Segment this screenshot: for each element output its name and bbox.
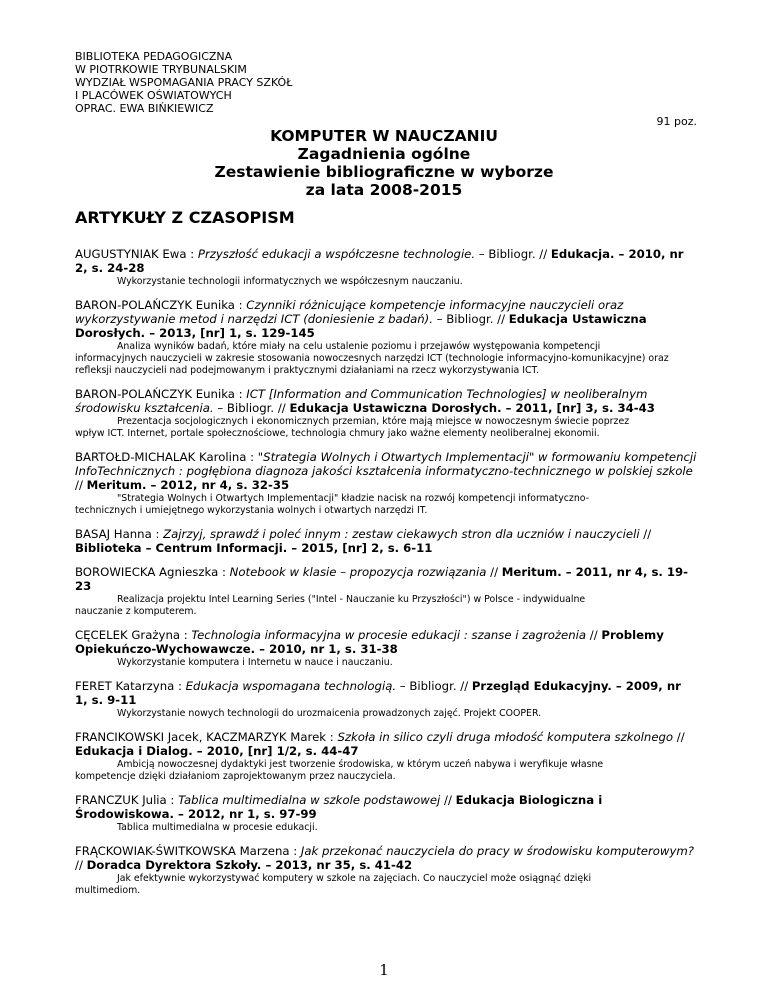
annotation-first-line: Ambicją nowoczesnej dydaktyki jest tworzenie środowiska, w którym uczeń nabywa i weryfikuje własne [117,759,604,770]
citation-source: Edukacja Ustawiczna Dorosłych. – 2011, [nr] 3, s. 34-43 [289,401,655,415]
citation-author: FRĄCKOWIAK-ŚWITKOWSKA Marzena : [75,844,301,858]
citation-mid: // [639,527,652,541]
citation-mid: – Bibliogr. // [475,247,551,261]
header-line: WYDZIAŁ WSPOMAGANIA PRACY SZKÓŁ [75,76,293,89]
subtitle: za lata 2008-2015 [305,181,463,199]
main-title: KOMPUTER W NAUCZANIU [270,127,498,145]
citation [75,565,697,593]
page-number: 1 [379,961,389,979]
citation-mid: // [673,730,685,744]
citation-source: Meritum. – 2012, nr 4, s. 32-35 [86,478,290,492]
citation [75,679,697,707]
annotation [75,594,697,618]
annotation [75,708,697,720]
annotation-continuation: nauczanie z komputerem. [75,606,197,617]
citation-author: CĘCELEK Grażyna : [75,628,192,642]
citation [75,298,697,340]
citation-source: Edukacja Ustawiczna Dorosłych. – 2013, [nr] 1, s. 129-145 [75,312,647,340]
library-header [75,50,292,115]
bibliography-entry [75,247,697,288]
citation-title: Edukacja wspomagana technologią. [185,679,397,693]
citation-author: BARON-POLAŃCZYK Eunika : [75,298,247,312]
citation [75,527,697,555]
citation-author: FRANCZUK Julia : [75,793,179,807]
annotation-first-line: Analiza wyników badań, które miały na celu ustalenie poziomu i przejawów występowania kompetencji [117,341,601,352]
bibliography-entry [75,628,697,669]
item-count: 91 poz. [656,115,697,128]
citation-author: AUGUSTYNIAK Ewa : [75,247,198,261]
bibliography-entry [75,527,697,555]
annotation [75,493,697,517]
subtitle: Zagadnienia ogólne [297,145,471,163]
citation-source: Edukacja i Dialog. – 2010, [nr] 1/2, s. 44-47 [75,744,359,758]
bibliography-entry [75,844,697,897]
citation-title: ICT [Information and Communication Technologies] w neoliberalnym środowisku kształcenia. [75,387,648,415]
annotation-continuation: wpływ ICT. Internet, portale społecznościowe, technologia chmury jako ważne elementy neoliberalnej ekonomii. [75,428,600,439]
citation-source: Edukacja Biologiczna i Środowiskowa. – 2012, nr 1, s. 97-99 [75,793,603,821]
annotation [75,873,697,897]
section-heading: ARTYKUŁY Z CZASOPISM [75,208,295,227]
annotation [75,416,697,440]
header-line: I PLACÓWEK OŚWIATOWYCH [75,89,232,102]
citation-author: BARTOŁD-MICHALAK Karolina : [75,450,258,464]
subtitle: Zestawienie bibliograficzne w wyborze [214,163,554,181]
citation-author: FERET Katarzyna : [75,679,186,693]
citation-mid: // [486,565,502,579]
citation-title: Jak przekonać nauczyciela do pracy w środowisku komputerowym? [300,844,694,858]
citation-mid: // [586,628,602,642]
citation-mid: – Bibliogr. // [396,679,472,693]
annotation [75,822,697,834]
citation-author: BARON-POLAŃCZYK Eunika : [75,387,247,401]
citation-source: Przegląd Edukacyjny. – 2009, nr 1, s. 9-11 [75,679,681,707]
annotation-first-line: Prezentacja socjologicznych i ekonomicznych przemian, które mają miejsce w nowoczesnym świecie poprzez [117,416,630,427]
citation-title: Szkoła in silico czyli druga młodość komputera szkolnego [337,730,674,744]
annotation-first-line: Realizacja projektu Intel Learning Series ("Intel - Nauczanie ku Przyszłości") w Polsce - indywidualne [117,594,586,605]
annotation-first-line: Wykorzystanie technologii informatycznych we współczesnym nauczaniu. [117,276,463,287]
citation-mid: – Bibliogr. // [213,401,290,415]
citation-author: BOROWIECKA Agnieszka : [75,565,230,579]
citation [75,793,697,821]
citation [75,628,697,656]
annotation [75,341,697,377]
bibliography-entry [75,793,697,834]
bibliography-entry [75,450,697,517]
citation-mid: // [75,478,87,492]
citation-author: BASAJ Hanna : [75,527,164,541]
annotation [75,759,697,783]
citation-source: Doradca Dyrektora Szkoły. – 2013, nr 35, s. 41-42 [86,858,413,872]
citation-title: Zajrzyj, sprawdź i poleć innym : zestaw ciekawych stron dla uczniów i nauczycieli [163,527,640,541]
citation-source: Edukacja. – 2010, nr 2, s. 24-28 [75,247,684,275]
bibliography-entry [75,387,697,440]
bibliography-list [75,247,697,907]
citation-author: FRANCIKOWSKI Jacek, KACZMARZYK Marek : [75,730,338,744]
citation [75,730,697,758]
citation-source: Meritum. – 2011, nr 4, s. 19-23 [75,565,689,593]
annotation-first-line: Wykorzystanie nowych technologii do urozmaicenia prowadzonych zajęć. Projekt COOPER. [117,708,542,719]
annotation-first-line: Tablica multimedialna w procesie edukacji. [117,822,318,833]
annotation [75,657,697,669]
annotation-first-line: "Strategia Wolnych i Otwartych Implementacji" kładzie nacisk na rozwój kompetencji informatyczno- [117,493,590,504]
annotation-continuation: multimediom. [75,885,141,896]
citation-title: Tablica multimedialna w szkole podstawowej [178,793,441,807]
citation [75,387,697,415]
citation-title: Technologia informacyjna w procesie edukacji : szanse i zagrożenia [191,628,587,642]
citation-mid: // [75,858,87,872]
citation-source: Problemy Opiekuńczo-Wychowawcze. – 2010, nr 1, s. 31-38 [75,628,664,656]
annotation-continuation: technicznych i umiejętnego wykorzystania wolnych i otwartych narzędzi IT. [75,505,428,516]
header-line: OPRAC. EWA BIŃKIEWICZ [75,102,214,115]
citation-title: Przyszłość edukacji a współczesne technologie. [197,247,476,261]
annotation [75,276,697,288]
citation [75,450,697,492]
citation [75,247,697,275]
bibliography-entry [75,298,697,377]
citation-title: "Strategia Wolnych i Otwartych Implementacji" w formowaniu kompetencji InfoTechnicznych : pogłębiona diagnoza jakości kształcenia informatyczno-technicznego w polskiej szkole [75,450,697,478]
bibliography-entry [75,730,697,783]
annotation-first-line: Wykorzystanie komputera i Internetu w nauce i nauczaniu. [117,657,393,668]
bibliography-entry [75,679,697,720]
citation-source: Biblioteka – Centrum Informacji. – 2015, [nr] 2, s. 6-11 [75,541,433,555]
citation-title: Czynniki różnicujące kompetencje informacyjne nauczycieli oraz wykorzystywanie metod i narzędzi ICT (doniesienie z badań). [75,298,624,326]
citation-mid: // [440,793,456,807]
citation-mid: – Bibliogr. // [432,312,509,326]
header-line: BIBLIOTEKA PEDAGOGICZNA [75,50,233,63]
bibliography-entry [75,565,697,618]
annotation-continuation: informacyjnych nauczycieli w zakresie stosowania nowoczesnych narzędzi ICT (technologie informacyjno-komunikacyjne) oraz refleksji nauczycieli nad podejmowanym i praktycznymi działaniami na rzecz wykorzystywania ICT. [75,353,669,376]
document-title-block [0,127,768,199]
annotation-first-line: Jak efektywnie wykorzystywać komputery w szkole na zajęciach. Co nauczyciel może osiągnąć dzięki [117,873,592,884]
annotation-continuation: kompetencje dzięki działaniom zaprojektowanym przez nauczyciela. [75,771,396,782]
header-line: W PIOTRKOWIE TRYBUNALSKIM [75,63,247,76]
citation [75,844,697,872]
citation-title: Notebook w klasie – propozycja rozwiązania [229,565,487,579]
